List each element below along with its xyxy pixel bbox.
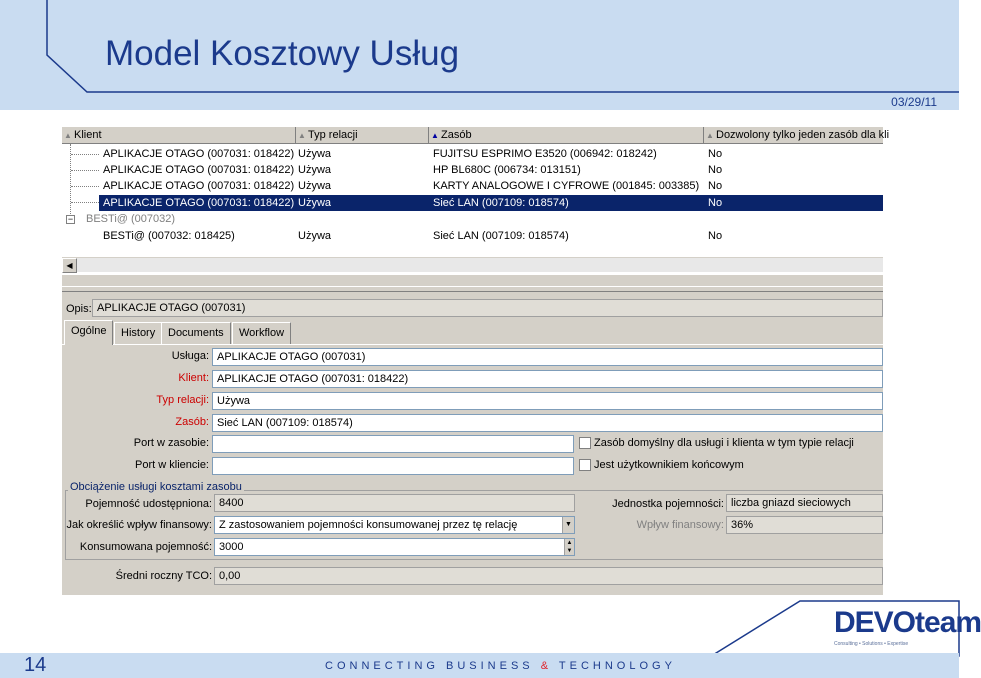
tagline-part: CONNECTING BUSINESS: [325, 660, 534, 672]
cell-client: BESTi@ (007032: 018425): [103, 230, 235, 242]
column-label: Dozwolony tylko jeden zasób dla kli: [716, 129, 890, 141]
pojemnosc-label: Pojemność udostępniona:: [85, 498, 212, 510]
slide-date: 03/29/11: [891, 95, 937, 109]
sort-arrow-icon: ▲: [431, 131, 439, 140]
zasob-domyslny-checkbox[interactable]: [579, 437, 591, 449]
klient-label: Klient:: [178, 372, 209, 384]
konsumowana-field[interactable]: [214, 538, 575, 556]
pojemnosc-field[interactable]: 8400: [214, 494, 575, 512]
column-header-typ-relacji[interactable]: [296, 127, 429, 144]
uzytkownik-koncowy-checkbox[interactable]: [579, 459, 591, 471]
tagline-part: TECHNOLOGY: [558, 660, 676, 672]
tab-ogolne[interactable]: Ogólne: [64, 320, 113, 345]
port-kliencie-label: Port w kliencie:: [135, 459, 209, 471]
devoteam-logo: DEVOteam: [834, 606, 981, 639]
splitter[interactable]: [62, 286, 883, 292]
zasob-label: Zasób:: [175, 416, 209, 428]
wplyw-finansowy-field[interactable]: 36%: [726, 516, 883, 534]
logo-subtitle: Consulting • Solutions • Expertise: [834, 641, 909, 647]
tagline: [325, 660, 676, 672]
cell-type: Używa: [298, 180, 332, 192]
table-row[interactable]: [62, 146, 883, 162]
cell-type: Używa: [298, 197, 332, 209]
port-zasobie-label: Port w zasobie:: [133, 437, 209, 449]
cell-resource: Sieć LAN (007109: 018574): [433, 197, 569, 209]
cell-single: No: [708, 230, 723, 242]
page-number: 14: [24, 654, 47, 676]
dropdown-arrow-icon[interactable]: ▼: [562, 517, 574, 533]
wplyw-metoda-label: Jak określić wpływ finansowy:: [66, 519, 212, 531]
usluga-label: Usługa:: [171, 350, 209, 362]
cell-client: APLIKACJE OTAGO (007031: 018422): [103, 197, 295, 209]
wplyw-metoda-select[interactable]: [214, 516, 575, 534]
opis-label: Opis:: [66, 303, 92, 315]
tree-line: [71, 202, 99, 203]
cell-single: No: [708, 180, 723, 192]
sort-arrow-icon: ▲: [64, 131, 72, 140]
scroll-left-icon[interactable]: ◀: [62, 258, 77, 273]
select-value: Z zastosowaniem pojemności konsumowanej przez tę relację: [219, 519, 518, 531]
spinner-icon[interactable]: ▲ ▼: [564, 539, 574, 555]
cell-client: APLIKACJE OTAGO (007031: 018422): [103, 148, 295, 160]
sort-arrow-icon: ▲: [298, 131, 306, 140]
cell-type: Używa: [298, 230, 332, 242]
port-zasobie-field[interactable]: [212, 435, 574, 453]
cell-client: APLIKACJE OTAGO (007031: 018422): [103, 164, 295, 176]
zasob-domyslny-label: Zasób domyślny dla usługi i klienta w tym typie relacji: [594, 437, 854, 449]
koszty-group-title: Obciążenie usługi kosztami zasobu: [70, 481, 242, 493]
tab-history[interactable]: History: [114, 322, 162, 344]
typ-relacji-label: Typ relacji:: [156, 394, 209, 406]
cell-resource: KARTY ANALOGOWE I CYFROWE (001845: 003385): [433, 180, 700, 192]
app-window: [62, 127, 890, 595]
table-row[interactable]: [62, 162, 883, 178]
column-label: Zasób: [441, 129, 472, 141]
sort-arrow-icon: ▲: [706, 131, 714, 140]
column-header-zasob[interactable]: [429, 127, 704, 144]
column-header-dozwolony[interactable]: [704, 127, 890, 144]
tab-divider: [62, 344, 883, 345]
column-header-klient[interactable]: [62, 127, 296, 144]
usluga-field[interactable]: APLIKACJE OTAGO (007031): [212, 348, 883, 366]
cell-resource: Sieć LAN (007109: 018574): [433, 230, 569, 242]
jednostka-label: Jednostka pojemności:: [612, 498, 724, 510]
uzytkownik-koncowy-label: Jest użytkownikiem końcowym: [594, 459, 744, 471]
cell-resource: FUJITSU ESPRIMO E3520 (006942: 018242): [433, 148, 657, 160]
wplyw-finansowy-label: Wpływ finansowy:: [636, 519, 724, 531]
table-row[interactable]: [62, 228, 883, 244]
zasob-field[interactable]: Sieć LAN (007109: 018574): [212, 414, 883, 432]
cell-type: Używa: [298, 164, 332, 176]
cell-type: Używa: [298, 148, 332, 160]
column-label: Klient: [74, 129, 102, 141]
relations-grid: [62, 127, 890, 275]
collapse-icon[interactable]: −: [67, 214, 74, 224]
cell-client: APLIKACJE OTAGO (007031: 018422): [103, 180, 295, 192]
cell-single: No: [708, 197, 723, 209]
tab-workflow[interactable]: Workflow: [232, 322, 291, 344]
cell-single: No: [708, 164, 723, 176]
konsumowana-label: Konsumowana pojemność:: [79, 541, 212, 553]
cell-single: No: [708, 148, 723, 160]
group-row-label[interactable]: BESTi@ (007032): [86, 213, 176, 225]
tco-field[interactable]: 0,00: [214, 567, 883, 585]
cell-resource: HP BL680C (006734: 013151): [433, 164, 581, 176]
tab-documents[interactable]: Documents: [161, 322, 231, 344]
tagline-amp: &: [540, 660, 553, 672]
typ-relacji-field[interactable]: Używa: [212, 392, 883, 410]
slide-title: Model Kosztowy Usług: [105, 34, 460, 73]
column-label: Typ relacji: [308, 129, 358, 141]
jednostka-field[interactable]: liczba gniazd sieciowych: [726, 494, 883, 512]
table-row[interactable]: [62, 178, 883, 194]
horizontal-scrollbar[interactable]: [62, 257, 883, 272]
table-row-selected[interactable]: [99, 195, 883, 211]
opis-field[interactable]: APLIKACJE OTAGO (007031): [92, 299, 883, 317]
tco-label: Średni roczny TCO:: [115, 570, 212, 582]
klient-field[interactable]: APLIKACJE OTAGO (007031: 018422): [212, 370, 883, 388]
port-kliencie-field[interactable]: [212, 457, 574, 475]
field-value: 3000: [219, 541, 244, 553]
